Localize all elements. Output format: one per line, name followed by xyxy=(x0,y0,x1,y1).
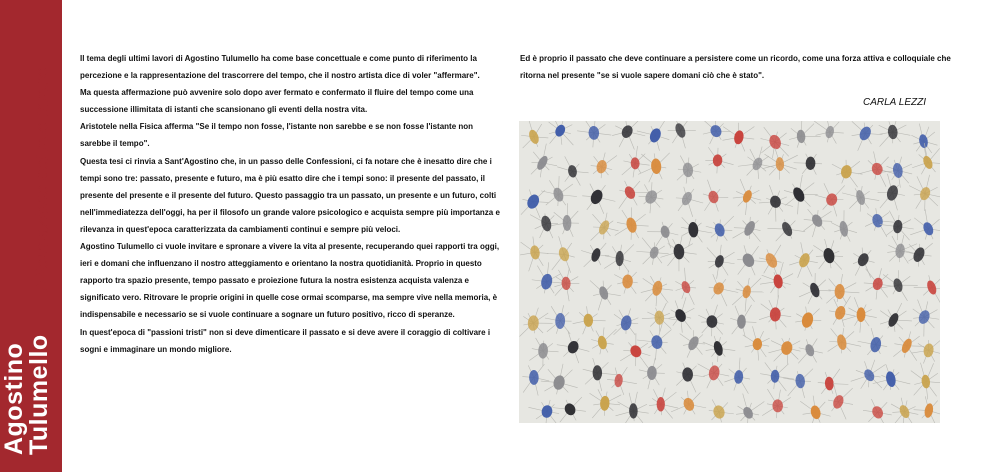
paragraph: Ma questa affermazione può avvenire solo dopo aver fermato e confermato il fluire del tempo come una successione illimitata di istanti che scansionano gli eventi della nostra vita. xyxy=(80,88,474,115)
flower-mark xyxy=(723,123,755,152)
flower-mark xyxy=(852,121,883,150)
flower-mark xyxy=(709,274,739,306)
flower-mark xyxy=(858,151,894,186)
flower-mark xyxy=(591,327,616,354)
flower-mark xyxy=(730,305,756,337)
flower-mark xyxy=(553,397,586,422)
flower-mark xyxy=(703,336,735,362)
flower-mark xyxy=(887,235,917,263)
flower-mark xyxy=(767,219,805,241)
flower-mark xyxy=(842,297,876,332)
flower-mark xyxy=(680,330,705,357)
flower-mark xyxy=(815,183,845,216)
flower-mark xyxy=(736,394,764,423)
flower-mark xyxy=(681,217,712,246)
flower-mark xyxy=(831,210,857,241)
flower-mark xyxy=(738,147,774,179)
flower-mark xyxy=(641,276,673,306)
flower-mark xyxy=(590,389,622,418)
flower-mark xyxy=(698,305,724,336)
flower-mark xyxy=(761,127,790,158)
flower-mark xyxy=(864,268,895,299)
flower-mark xyxy=(826,274,859,304)
flower-mark xyxy=(607,367,637,395)
flower-mark xyxy=(649,388,678,419)
flower-mark xyxy=(677,156,701,184)
flower-mark xyxy=(521,121,548,148)
flower-mark xyxy=(668,121,696,148)
flower-mark xyxy=(638,153,669,182)
flower-mark xyxy=(637,121,669,151)
flower-mark xyxy=(573,306,606,334)
flower-mark xyxy=(903,243,933,266)
flower-mark xyxy=(880,303,912,332)
side-color-band xyxy=(0,0,62,472)
flower-mark xyxy=(614,270,637,294)
artwork-canvas xyxy=(519,121,940,423)
flower-mark xyxy=(878,174,905,211)
flower-mark xyxy=(676,363,705,393)
flower-mark xyxy=(759,245,781,276)
flower-mark xyxy=(637,323,671,360)
flower-mark xyxy=(910,209,940,239)
flower-mark xyxy=(615,207,649,239)
flower-mark xyxy=(616,392,649,423)
flower-mark xyxy=(913,300,939,337)
artist-last-name: Tulumello xyxy=(25,334,53,455)
flower-mark xyxy=(532,262,564,293)
artist-name xyxy=(2,334,52,455)
flower-mark xyxy=(551,203,579,237)
flower-mark xyxy=(529,338,558,366)
flower-mark xyxy=(669,297,695,332)
flower-mark xyxy=(881,157,912,188)
flower-mark xyxy=(842,186,879,212)
flower-mark xyxy=(676,187,703,217)
flower-mark xyxy=(803,209,832,237)
flower-mark xyxy=(789,242,818,277)
flower-mark xyxy=(912,143,940,174)
flower-mark xyxy=(541,364,578,394)
flower-mark xyxy=(706,216,734,241)
flower-mark xyxy=(800,396,830,423)
flower-mark xyxy=(863,399,892,423)
flower-mark xyxy=(733,217,761,242)
paragraph: Aristotele nella Fisica afferma "Se il tempo non fosse, l'istante non sarebbe e se non fosse l'istante non sarebbe il tempo". xyxy=(80,122,474,149)
flower-mark xyxy=(783,369,813,398)
flower-mark xyxy=(732,278,764,312)
flower-mark xyxy=(647,222,678,248)
flower-mark xyxy=(619,181,648,209)
flower-mark xyxy=(639,358,665,389)
flower-mark xyxy=(829,296,855,327)
flower-mark xyxy=(671,391,706,415)
flower-mark xyxy=(521,189,548,218)
flower-mark xyxy=(762,389,791,418)
paragraph: Questa tesi ci rinvia a Sant'Agostino che, in un passo delle Confessioni, ci fa notare che è inesatto dire che i tempi sono tre: passato, presente e futuro, ma è più esatto dire che i tempi sono: il presente del passato, il presente del presente e il presente del futuro. Questo passaggio tra un passato, un presente e un futuro, colti nell'immediatezza dell'oggi, ha per il filosofo un grande valore psicologico e acquista sempre più importanza e rilevanza in quest'epoca caratterizzata da cambiamenti continui e sempre più veloci. xyxy=(80,156,500,234)
flower-mark xyxy=(879,121,911,147)
page-subtitle: Affermazione del mio tempo xyxy=(32,66,52,291)
flower-mark xyxy=(858,328,888,355)
flower-mark xyxy=(703,180,728,212)
flower-mark xyxy=(828,328,861,353)
flower-mark xyxy=(813,239,843,269)
flower-mark xyxy=(636,238,668,265)
flower-mark xyxy=(547,236,575,272)
paragraph: In quest'epoca di "passioni tristi" non si deve dimenticare il passato e si deve avere il coraggio di coltivare i sogni e immaginare un mondo migliore. xyxy=(80,327,491,354)
flower-mark xyxy=(873,365,911,391)
flower-mark xyxy=(612,121,645,150)
article-left-column xyxy=(80,50,505,358)
paragraph: Il tema degli ultimi lavori di Agostino Tulumello ha come base concettuale e come punto di riferimento la percezione e la rappresentazione del trascorrere del tempo, che il nostro artista dice di voler "affermare". xyxy=(80,54,480,81)
flower-mark xyxy=(530,213,558,238)
flower-mark xyxy=(639,182,664,213)
flower-mark xyxy=(743,326,770,360)
flower-mark xyxy=(784,175,818,214)
flower-mark xyxy=(759,295,791,329)
flower-mark xyxy=(814,121,844,144)
flower-mark xyxy=(660,235,696,271)
artist-first-name: Agostino xyxy=(0,342,28,455)
flower-mark xyxy=(557,331,590,363)
flower-mark xyxy=(799,273,831,304)
flower-mark xyxy=(557,156,588,185)
flower-mark xyxy=(798,339,823,364)
flower-mark xyxy=(577,121,611,147)
flower-mark xyxy=(832,160,863,187)
flower-mark xyxy=(620,333,650,366)
flower-mark xyxy=(642,303,677,332)
flower-mark xyxy=(520,308,553,337)
flower-mark xyxy=(614,308,639,335)
paragraph: Ed è proprio il passato che deve continuare a persistere come un ricordo, come una forza attiva e colloquiale che ritorna nel presente "se si vuole sapere domani ciò che è stato". xyxy=(520,54,951,81)
flower-mark xyxy=(818,369,849,394)
author-signature: CARLA LEZZI xyxy=(863,97,926,108)
flower-mark xyxy=(762,148,797,180)
flower-mark xyxy=(733,179,761,215)
flower-mark xyxy=(582,184,615,214)
flower-mark xyxy=(583,358,617,391)
flower-mark xyxy=(541,176,577,206)
flower-mark xyxy=(737,245,766,275)
flower-mark xyxy=(914,396,940,423)
paragraph: Agostino Tulumello ci vuole invitare e spronare a vivere la vita al presente, recuperando quei rapporti tra oggi, ieri e domani che influenzano il nostro atteggiamento e orientano la nostra quotidianità. Proprio in questo rapporto tra spazio presente, tempo passato e proiezione futura la nostra esistenza acquista valenza e significato vero. Ritrovare le proprie origini in quelle cose ormai scomparse, ma sempre vive nella memoria, è indispensabile e necessario se si vuole continuare a sognare un futuro positivo, ricco di speranze. xyxy=(80,242,500,320)
flower-mark xyxy=(591,153,617,179)
flower-mark xyxy=(795,307,821,331)
flower-mark xyxy=(531,144,557,178)
flower-mark xyxy=(851,360,886,389)
flower-mark xyxy=(794,154,822,175)
flower-mark xyxy=(549,121,574,145)
flower-mark xyxy=(581,243,609,267)
flower-mark xyxy=(709,399,734,422)
flower-mark xyxy=(909,175,940,211)
flower-mark xyxy=(705,147,733,173)
flower-mark xyxy=(911,124,937,160)
flower-mark xyxy=(891,398,918,423)
flower-mark xyxy=(768,338,800,364)
flower-mark xyxy=(911,363,940,400)
flower-mark xyxy=(622,146,650,177)
artwork-image xyxy=(519,121,940,423)
flower-mark xyxy=(703,121,731,144)
article-right-column xyxy=(520,50,972,84)
flower-mark xyxy=(520,237,548,272)
flower-mark xyxy=(707,245,735,279)
flower-mark xyxy=(760,362,794,391)
flower-mark xyxy=(893,331,924,360)
flower-mark xyxy=(760,262,793,297)
flower-mark xyxy=(545,305,572,334)
flower-mark xyxy=(591,213,619,241)
flower-mark xyxy=(590,280,621,310)
flower-mark xyxy=(604,244,634,272)
flower-mark xyxy=(853,248,875,278)
flower-mark xyxy=(554,268,579,302)
flower-mark xyxy=(528,400,559,423)
flower-mark xyxy=(698,362,730,388)
flower-mark xyxy=(880,270,917,301)
flower-mark xyxy=(789,121,821,148)
